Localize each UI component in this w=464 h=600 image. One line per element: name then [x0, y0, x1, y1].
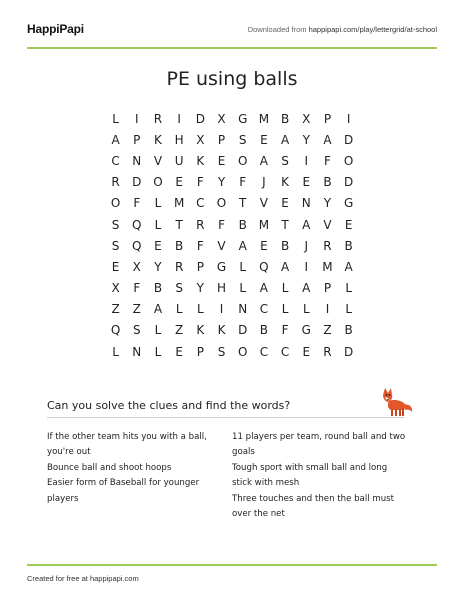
clue-text: Tough sport with small ball and long — [232, 462, 388, 473]
grid-letter[interactable]: N — [132, 344, 142, 359]
grid-letter[interactable]: D — [344, 175, 354, 190]
grid-letter[interactable]: L — [112, 111, 119, 126]
grid-letter[interactable]: L — [154, 196, 162, 211]
clue-text: Bounce ball and shoot hoops — [47, 462, 172, 473]
grid-letter[interactable]: Z — [111, 302, 120, 317]
grid-letter[interactable]: F — [281, 323, 289, 338]
grid-letter[interactable]: Z — [175, 323, 184, 338]
grid-letter[interactable]: E — [260, 132, 268, 147]
grid-letter[interactable]: I — [177, 111, 181, 126]
grid-letter[interactable]: S — [281, 153, 289, 168]
grid-letter[interactable]: I — [346, 111, 351, 126]
grid-letter[interactable]: D — [344, 132, 354, 147]
grid-letter[interactable]: S — [238, 132, 247, 147]
grid-letter[interactable]: R — [111, 175, 120, 190]
grid-letter[interactable]: P — [133, 132, 141, 147]
grid-letter[interactable]: E — [260, 238, 268, 253]
grid-letter[interactable]: L — [239, 259, 247, 274]
grid-letter[interactable]: A — [259, 281, 269, 296]
grid-letter[interactable]: A — [111, 132, 120, 147]
grid-letter[interactable]: E — [154, 238, 162, 253]
grid-letter[interactable]: E — [302, 344, 311, 359]
grid-letter[interactable]: I — [304, 259, 309, 274]
grid-letter[interactable]: V — [153, 153, 163, 168]
grid-letter[interactable]: P — [196, 344, 204, 359]
grid-letter[interactable]: M — [258, 111, 270, 126]
grid-letter[interactable]: A — [153, 302, 163, 317]
grid-letter[interactable]: V — [217, 238, 226, 253]
grid-letter[interactable]: B — [344, 238, 353, 253]
grid-letter[interactable]: A — [323, 132, 332, 147]
clue-text: over the net — [232, 509, 285, 520]
grid-letter[interactable]: X — [111, 281, 120, 296]
grid-letter[interactable]: J — [262, 175, 266, 190]
grid-letter[interactable]: Y — [154, 259, 162, 274]
grid-letter[interactable]: V — [259, 196, 269, 211]
grid-letter[interactable]: Y — [323, 196, 332, 211]
grid-letter[interactable]: S — [111, 238, 120, 253]
grid-letter[interactable]: F — [239, 175, 247, 190]
grid-letter[interactable]: S — [175, 281, 183, 296]
clue-list — [47, 430, 417, 522]
grid-letter[interactable]: Q — [110, 323, 121, 338]
grid-letter[interactable]: B — [280, 111, 290, 126]
clue-heading: Can you solve the clues and find the words? — [47, 399, 291, 412]
grid-letter[interactable]: C — [280, 344, 290, 359]
grid-letter[interactable]: K — [154, 132, 162, 147]
grid-letter[interactable]: T — [281, 217, 289, 232]
clue-column-left — [47, 430, 232, 522]
grid-letter[interactable]: C — [196, 196, 205, 211]
grid-letter[interactable]: P — [196, 259, 204, 274]
grid-letter[interactable]: Y — [302, 132, 310, 147]
grid-letter[interactable]: S — [111, 217, 120, 232]
grid-letter[interactable]: S — [132, 323, 141, 338]
grid-letter[interactable]: K — [217, 323, 226, 338]
grid-letter[interactable]: L — [154, 323, 162, 338]
grid-letter[interactable]: A — [302, 217, 311, 232]
clue-text: Easier form of Baseball for younger — [47, 478, 200, 489]
grid-letter[interactable]: O — [153, 175, 163, 190]
grid-letter[interactable]: L — [281, 302, 289, 317]
grid-letter[interactable]: E — [281, 196, 289, 211]
grid-letter[interactable]: T — [175, 217, 183, 232]
footer-note: Created for free at happipapi.com — [27, 574, 139, 583]
grid-letter[interactable]: U — [174, 153, 184, 168]
grid-letter[interactable]: F — [133, 281, 141, 296]
grid-letter[interactable]: A — [344, 259, 353, 274]
grid-letter[interactable]: N — [132, 153, 142, 168]
grid-letter[interactable]: C — [259, 344, 269, 359]
clue-text: Three touches and then the ball must — [232, 493, 394, 504]
grid-letter[interactable]: M — [258, 217, 270, 232]
grid-letter[interactable]: J — [304, 238, 309, 253]
grid-letter[interactable]: O — [237, 153, 248, 168]
grid-letter[interactable]: B — [259, 323, 269, 338]
grid-letter[interactable]: R — [196, 217, 205, 232]
grid-letter[interactable]: D — [195, 111, 205, 126]
grid-letter[interactable]: L — [302, 302, 310, 317]
grid-letter[interactable]: D — [132, 175, 142, 190]
clue-divider — [47, 417, 404, 418]
grid-letter[interactable]: I — [219, 302, 224, 317]
clue-text: you're out — [47, 447, 91, 458]
grid-letter[interactable]: L — [345, 302, 352, 317]
grid-letter[interactable]: X — [217, 111, 226, 126]
download-url[interactable]: happipapi.com/play/lettergrid/at-school — [308, 25, 437, 34]
grid-letter[interactable]: R — [153, 111, 163, 126]
grid-letter[interactable]: N — [301, 196, 311, 211]
grid-letter[interactable]: K — [196, 323, 205, 338]
grid-letter[interactable]: M — [173, 196, 185, 211]
grid-letter[interactable]: Z — [132, 302, 141, 317]
grid-letter[interactable]: D — [238, 323, 248, 338]
grid-letter[interactable]: F — [196, 175, 204, 190]
grid-letter[interactable]: L — [154, 217, 162, 232]
letter-grid — [105, 108, 359, 362]
grid-letter[interactable]: X — [302, 111, 311, 126]
grid-letter[interactable]: V — [323, 217, 332, 232]
fox-icon — [379, 385, 415, 419]
grid-letter[interactable]: R — [174, 259, 184, 274]
grid-letter[interactable]: S — [217, 344, 226, 359]
grid-letter[interactable]: G — [216, 259, 227, 274]
grid-letter[interactable]: E — [217, 153, 226, 168]
grid-letter[interactable]: G — [301, 323, 311, 338]
grid-letter[interactable]: X — [196, 132, 205, 147]
grid-letter[interactable]: B — [280, 238, 290, 253]
grid-letter[interactable]: P — [323, 281, 332, 296]
grid-letter[interactable]: R — [323, 344, 332, 359]
grid-letter[interactable]: H — [217, 281, 227, 296]
grid-letter[interactable]: R — [323, 238, 332, 253]
grid-letter[interactable]: Y — [196, 281, 205, 296]
clue-text: goals — [232, 447, 255, 458]
grid-letter[interactable]: E — [302, 175, 311, 190]
grid-letter[interactable]: Y — [217, 175, 226, 190]
grid-letter[interactable]: T — [239, 196, 247, 211]
header — [27, 22, 437, 40]
grid-letter[interactable]: B — [153, 281, 163, 296]
grid-letter[interactable]: A — [238, 238, 247, 253]
grid-letter[interactable]: L — [154, 344, 162, 359]
grid-letter[interactable]: P — [217, 132, 226, 147]
grid-letter[interactable]: E — [175, 344, 183, 359]
grid-letter[interactable]: Z — [323, 323, 332, 338]
grid-letter[interactable]: F — [324, 153, 331, 168]
clue-text: If the other team hits you with a ball, — [47, 432, 207, 442]
grid-letter[interactable]: X — [132, 259, 141, 274]
grid-letter[interactable]: B — [344, 323, 353, 338]
grid-letter[interactable]: F — [218, 217, 225, 232]
grid-letter[interactable]: E — [344, 217, 353, 232]
grid-letter[interactable]: A — [302, 281, 311, 296]
clue-text: 11 players per team, round ball and two — [232, 432, 406, 442]
grid-letter[interactable]: K — [281, 175, 290, 190]
grid-letter[interactable]: H — [174, 132, 184, 147]
grid-letter[interactable]: I — [304, 153, 309, 168]
grid-letter[interactable]: L — [175, 302, 183, 317]
grid-letter[interactable]: F — [133, 196, 141, 211]
grid-letter[interactable]: I — [135, 111, 139, 126]
grid-letter[interactable]: E — [111, 259, 120, 274]
grid-letter[interactable]: A — [259, 153, 269, 168]
grid-letter[interactable]: M — [322, 259, 333, 274]
brand-logo[interactable]: HappiPapi — [27, 22, 84, 36]
grid-letter[interactable]: B — [175, 238, 184, 253]
clue-text: players — [47, 493, 79, 504]
header-divider — [27, 47, 437, 49]
grid-letter[interactable]: O — [237, 344, 248, 359]
grid-letter[interactable]: O — [343, 153, 354, 168]
page-title: PE using balls — [166, 68, 298, 90]
grid-letter[interactable]: L — [281, 281, 289, 296]
download-note — [248, 25, 437, 34]
grid-letter[interactable]: Q — [259, 259, 269, 274]
grid-letter[interactable]: O — [110, 196, 121, 211]
grid-letter[interactable]: F — [196, 238, 204, 253]
grid-letter[interactable]: D — [344, 344, 354, 359]
grid-letter[interactable]: O — [216, 196, 227, 211]
grid-letter[interactable]: Q — [132, 217, 142, 232]
grid-letter[interactable]: L — [239, 281, 247, 296]
footer-divider — [27, 564, 437, 566]
grid-letter[interactable]: I — [325, 302, 330, 317]
grid-letter[interactable]: L — [197, 302, 204, 317]
grid-letter[interactable]: C — [259, 302, 269, 317]
clue-column-right — [232, 430, 417, 522]
grid-letter[interactable]: C — [111, 153, 120, 168]
grid-letter[interactable]: A — [280, 132, 290, 147]
grid-letter[interactable]: N — [238, 302, 248, 317]
grid-letter[interactable]: B — [323, 175, 332, 190]
grid-letter[interactable]: K — [196, 153, 205, 168]
grid-letter[interactable]: B — [238, 217, 247, 232]
clue-text: stick with mesh — [232, 478, 300, 489]
grid-letter[interactable]: L — [345, 281, 352, 296]
grid-letter[interactable]: E — [175, 175, 183, 190]
grid-letter[interactable]: P — [323, 111, 332, 126]
grid-letter[interactable]: G — [344, 196, 354, 211]
grid-letter[interactable]: L — [112, 344, 119, 359]
grid-letter[interactable]: Q — [132, 238, 142, 253]
download-prefix: Downloaded from — [247, 25, 309, 34]
grid-letter[interactable]: A — [280, 259, 290, 274]
grid-letter[interactable]: G — [238, 111, 248, 126]
